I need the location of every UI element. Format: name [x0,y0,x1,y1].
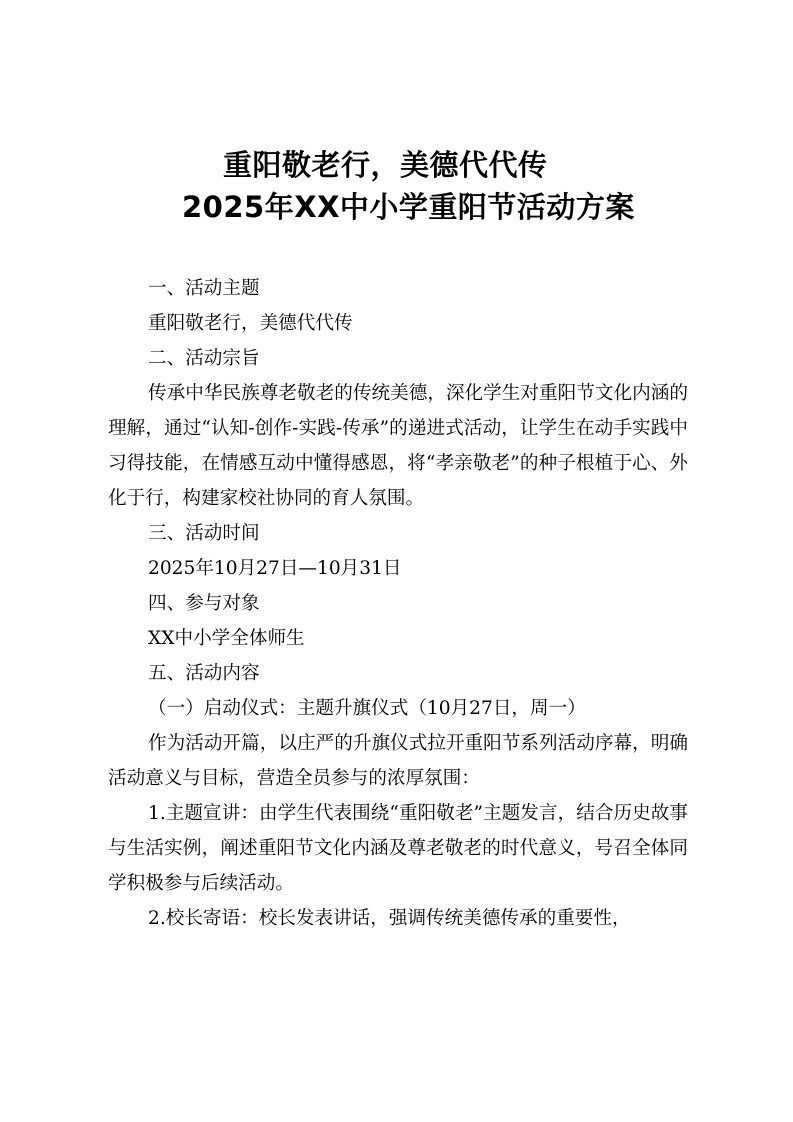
section-heading-time: 三、活动时间 [148,523,260,544]
section-heading-purpose: 二、活动宗旨 [148,348,260,369]
section-heading-theme: 一、活动主题 [148,278,260,299]
document-title-line-2: 2025年XX中小学重阳节活动方案 [182,190,635,224]
paragraph: 2.校长寄语：校长发表讲话，强调传统美德传承的重要性， [148,908,631,929]
document-title-line-1: 重阳敬老行，美德代代传 [223,148,548,182]
paragraph: 重阳敬老行，美德代代传 [148,313,353,334]
paragraph: XX中小学全体师生 [148,628,305,649]
paragraph: 作为活动开篇，以庄严的升旗仪式拉开重阳节系列活动序幕，明确活动意义与目标，营造全员参与的浓厚氛围： [108,733,688,789]
document-body [108,271,688,936]
paragraph: 传承中华民族尊老敬老的传统美德，深化学生对重阳节文化内涵的理解，通过“认知-创作-实践-传承”的递进式活动，让学生在动手实践中习得技能，在情感互动中懂得感恩，将“孝亲敬老”的种子根植于心、外化于行，构建家校社协同的育人氛围。 [108,383,688,509]
section-heading-participants: 四、参与对象 [148,593,260,614]
paragraph: 2025年10月27日—10月31日 [148,558,402,579]
paragraph: 1.主题宣讲：由学生代表围绕“重阳敬老”主题发言，结合历史故事与生活实例，阐述重阳节文化内涵及尊老敬老的时代意义，号召全体同学积极参与后续活动。 [108,803,688,894]
subsection-heading: （一）启动仪式：主题升旗仪式（10月27日，周一） [148,698,586,719]
section-heading-content: 五、活动内容 [148,663,260,684]
